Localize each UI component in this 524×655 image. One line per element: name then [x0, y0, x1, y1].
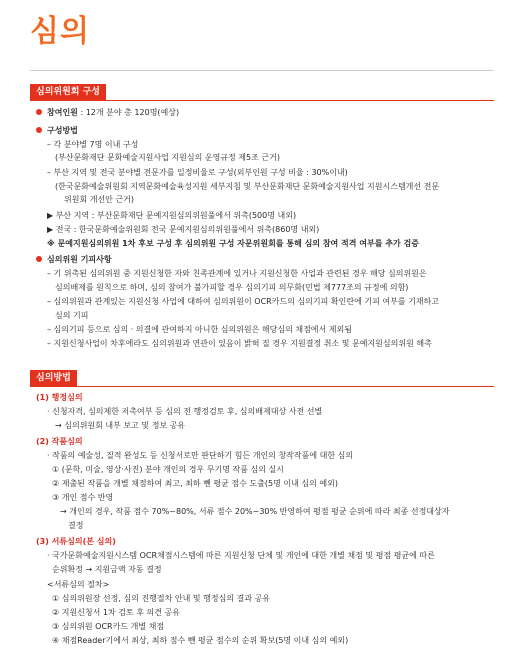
composition-note: ※ 문예지원심의위원 1차 후보 구성 후 심의위원 구성 자문위원회를 통해 심의 참여 적격 여부를 추가 검증	[47, 239, 419, 248]
work-review-line: ③ 개인 점수 반영	[52, 493, 114, 502]
exclusion-line: – 심의위원과 관계있는 지원신청 사업에 대하여 심의위원이 OCR카드의 심의기피 확인란에 기피 여부를 기재하고	[47, 297, 439, 306]
exclusion-line: – 기 위촉된 심의위원 중 지원신청한 자와 친족관계에 있거나 지원신청한 사업과 관련된 경우 해당 심의위원은	[47, 269, 427, 278]
page-title: 심의	[30, 14, 90, 49]
work-review-line: → 개인의 경우, 작품 점수 70%~80%, 서류 점수 20%~30% 반영하여 평점 평균 순위에 따라 최종 선정대상자	[60, 507, 450, 516]
admin-review-title: (1) 행정심의	[36, 393, 83, 402]
exclusion-label: 심의위원 기피사항	[47, 255, 112, 264]
document-review-line: 순위확정 → 지원금액 자동 결정	[52, 565, 162, 574]
bullet-dot-icon	[36, 127, 42, 133]
document-review-title: (3) 서류심의(본 심의)	[36, 537, 116, 546]
exclusion-line: – 지원신청사업이 차후에라도 심의위원과 연관이 있음이 밝혀 질 경우 지원결정 취소 및 문예지원심의위원 해촉	[47, 339, 432, 348]
bullet-dot-icon	[36, 256, 42, 262]
exclusion-line: – 심의기피 등으로 심의 · 의결에 관여하지 아니한 심의위원은 해당심의 채점에서 제외됨	[47, 325, 352, 334]
bullet-exclusion	[36, 255, 112, 265]
composition-line: 위원회 개선안 근거)	[64, 195, 135, 204]
bullet-dot-icon	[36, 109, 42, 115]
section-header-method: 심의방법	[30, 370, 77, 386]
document-review-line: · 국가문화예술지원시스템 OCR채점시스템에 따른 지원신청 단체 및 개인에 대한 개별 채점 및 평점 평균에 따른	[47, 551, 435, 560]
composition-line: (한국문화예술위원회 지역문화예술육성지원 세부지침 및 부산문화재단 문화예술지원사업 지원시스템개선 전문	[55, 182, 440, 191]
exclusion-line: 심의배제를 원칙으로 하며, 심의 참여가 불가피할 경우 심의기피 의무화(민법 제777조의 규정에 의함)	[55, 283, 409, 292]
composition-line: ▶ 부산 지역 : 부산문화재단 문예지원심의위원풀에서 위촉(500명 내외)	[47, 211, 297, 220]
composition-line: ▶ 전국 : 한국문화예술위원회 전국 문예지원심의위원풀에서 위촉(860명 내외)	[47, 225, 320, 234]
composition-line: (부산문화재단 문화예술지원사업 지원심의 운영규정 제5조 근거)	[55, 153, 280, 162]
composition-label: 구성방법	[47, 126, 78, 135]
document-review-line: ② 지원신청서 1차 검토 후 의견 공유	[52, 608, 180, 617]
document-review-line: ① 심의위원장 선정, 심의 진행절차 안내 및 행정심의 결과 공유	[52, 594, 271, 603]
participants-value: : 12개 분야 총 120명(예상)	[77, 108, 180, 117]
section-header-line	[30, 100, 494, 101]
composition-line: – 각 분야별 7명 이내 구성	[47, 140, 139, 149]
composition-line: – 부산 지역 및 전국 분야별 전문가를 일정비율로 구성(외부인원 구성 비율 : 30%이내)	[47, 168, 348, 177]
exclusion-line: 심의 기피	[55, 311, 89, 320]
document-review-line: <서류심의 절차>	[47, 580, 110, 589]
title-divider	[30, 70, 494, 71]
work-review-line: ② 제출된 작품을 개별 채점하여 최고, 최하 뺀 평균 점수 도출(5명 이내 심의 예외)	[52, 479, 338, 488]
work-review-line: · 작품의 예술성, 질적 완성도 등 신청서로만 판단하기 힘든 개인의 창작작품에 대한 심의	[47, 451, 354, 460]
work-review-line: 결정	[68, 521, 84, 530]
work-review-line: ① (문학, 미술, 영상·사진) 분야 개인의 경우 무기명 작품 심의 실시	[52, 465, 284, 474]
work-review-title: (2) 작품심의	[36, 437, 83, 446]
bullet-composition	[36, 126, 78, 136]
admin-review-line: → 심의위원회 내부 보고 및 정보 공유	[55, 421, 186, 430]
document-review-line: ③ 심의위원 OCR카드 개별 채점	[52, 622, 165, 631]
document-review-line: ④ 채점Reader기에서 최상, 최하 점수 뺀 평균 점수의 순위 확보(5명 이내 심의 예외)	[52, 636, 349, 645]
participants-label: 참여인원	[47, 108, 78, 117]
section-header-committee: 심의위원회 구성	[30, 84, 106, 100]
bullet-participants	[36, 108, 179, 118]
admin-review-line: · 신청자격, 심의제한 저촉여부 등 심의 전 행정검토 후, 심의배제대상 사전 선별	[47, 407, 323, 416]
section-header-line	[30, 386, 494, 387]
